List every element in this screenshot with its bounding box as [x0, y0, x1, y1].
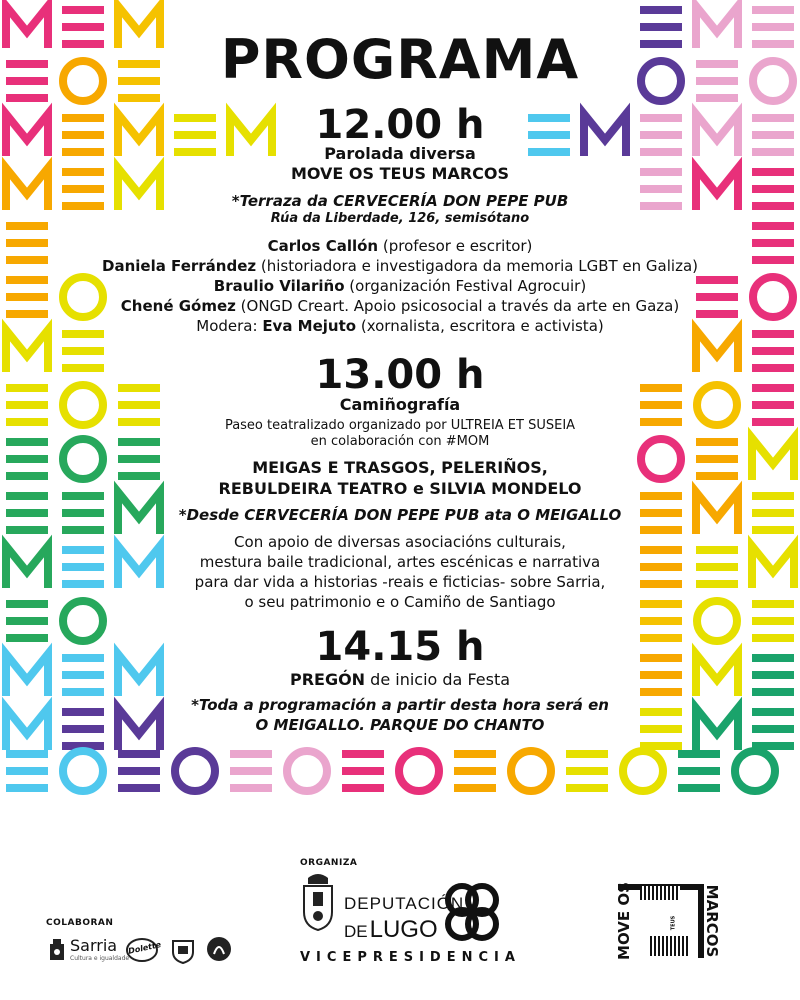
pattern-glyph-192 — [735, 751, 775, 791]
session-2-cast-2: REBULDEIRA TEATRO e SILVIA MONDELO — [218, 479, 582, 498]
pattern-glyph-88 — [753, 61, 793, 101]
pattern-glyph-28 — [6, 256, 48, 264]
pattern-glyph-127 — [696, 455, 738, 463]
mom-stripes-bottom — [650, 936, 688, 956]
pattern-glyph-22 — [62, 168, 104, 176]
pattern-glyph-170 — [118, 767, 160, 775]
pattern-glyph-44 — [6, 438, 48, 446]
pattern-glyph-69 — [62, 671, 104, 679]
pattern-glyph-23 — [62, 185, 104, 193]
pattern-glyph-24 — [62, 202, 104, 210]
sarria-logo — [46, 936, 130, 964]
pattern-glyph-47 — [63, 439, 103, 479]
pattern-glyph-63 — [6, 600, 48, 608]
pattern-glyph-185 — [566, 750, 608, 758]
pattern-glyph-107 — [752, 222, 794, 230]
pattern-glyph-80 — [696, 6, 738, 48]
pattern-glyph-40 — [63, 385, 103, 425]
pattern-glyph-68 — [62, 654, 104, 662]
pattern-glyph-77 — [640, 6, 682, 14]
pattern-glyph-148 — [752, 600, 794, 608]
pattern-glyph-149 — [752, 617, 794, 625]
desc-line: Con apoio de diversas asociacións culturais, — [234, 533, 566, 551]
pattern-glyph-179 — [342, 784, 384, 792]
pattern-glyph-129 — [752, 438, 794, 480]
pattern-glyph-109 — [752, 256, 794, 264]
pattern-glyph-14 — [62, 131, 104, 139]
shield-logo-icon — [170, 938, 196, 964]
pattern-glyph-175 — [230, 784, 272, 792]
pattern-glyph-188 — [623, 751, 663, 791]
collab-label: COLABORAN — [46, 918, 114, 928]
pattern-glyph-177 — [342, 750, 384, 758]
session-1-place: *Terraza da CERVECERÍA DON PEPE PUB — [231, 192, 569, 210]
sarria-name: Sarria — [70, 936, 118, 955]
pattern-glyph-26 — [6, 222, 48, 230]
pattern-glyph-30 — [6, 293, 48, 301]
pattern-glyph-8 — [63, 61, 103, 101]
pattern-glyph-81 — [752, 6, 794, 14]
pattern-glyph-142 — [696, 580, 738, 588]
pattern-glyph-56 — [62, 526, 104, 534]
sarria-sub: Cultura e igualdade — [70, 955, 130, 962]
pattern-glyph-98 — [752, 131, 794, 139]
pattern-glyph-97 — [752, 114, 794, 122]
pattern-glyph-161 — [696, 708, 738, 750]
pattern-glyph-66 — [63, 601, 103, 641]
pattern-glyph-27 — [6, 239, 48, 247]
session-1-address: Rúa da Liberdade, 126, semisótano — [270, 211, 530, 226]
pattern-glyph-46 — [6, 472, 48, 480]
pattern-glyph-174 — [230, 767, 272, 775]
desc-line: para dar vida a historias -reais e ficticias- sobre Sarria, — [194, 573, 606, 591]
pattern-glyph-105 — [752, 185, 794, 193]
session-2-route: *Desde CERVECERÍA DON PEPE PUB ata O MEIGALLO — [178, 506, 622, 524]
session-3-note-1: *Toda a programación a partir desta hora será en — [191, 696, 609, 714]
session-2-description — [150, 532, 650, 612]
pattern-glyph-5 — [6, 60, 48, 68]
pattern-glyph-173 — [230, 750, 272, 758]
pattern-glyph-116 — [752, 347, 794, 355]
mom-stripes-top — [640, 886, 680, 900]
session-1-time: 12.00 h — [315, 102, 485, 148]
pattern-glyph-165 — [6, 750, 48, 758]
pattern-glyph-54 — [62, 492, 104, 500]
dolette-name: Dolette — [127, 940, 162, 956]
pattern-glyph-6 — [6, 77, 48, 85]
pattern-glyph-85 — [696, 60, 738, 68]
pattern-glyph-64 — [6, 617, 48, 625]
mom-logo — [612, 880, 722, 962]
pattern-glyph-156 — [752, 671, 794, 679]
pattern-glyph-184 — [511, 751, 551, 791]
page-title: PROGRAMA — [220, 28, 580, 91]
pattern-glyph-87 — [696, 94, 738, 102]
round-emblem-icon — [206, 936, 232, 962]
pattern-glyph-3 — [62, 40, 104, 48]
session-2-intro-1: Paseo teatralizado organizado por ULTREIA ET SUSEIA — [224, 418, 576, 433]
pattern-glyph-171 — [118, 784, 160, 792]
pattern-glyph-12 — [6, 114, 48, 156]
pattern-glyph-178 — [342, 767, 384, 775]
sarria-crest-icon — [46, 938, 68, 962]
pattern-glyph-162 — [752, 708, 794, 716]
session-2-cast-1: MEIGAS E TRASGOS, PELERIÑOS, — [252, 458, 548, 477]
speaker-list — [60, 236, 740, 336]
pattern-glyph-136 — [752, 526, 794, 534]
pattern-glyph-70 — [62, 688, 104, 696]
pattern-glyph-106 — [752, 202, 794, 210]
mom-text-left: MOVE OS — [615, 882, 633, 960]
pattern-glyph-61 — [62, 580, 104, 588]
pattern-glyph-7 — [6, 94, 48, 102]
pattern-glyph-143 — [752, 546, 794, 588]
pattern-glyph-13 — [62, 114, 104, 122]
pattern-glyph-103 — [696, 168, 738, 210]
pattern-glyph-134 — [752, 492, 794, 500]
speaker-2: Daniela Ferrández (historiadora e investigadora da memoria LGBT en Galiza) — [102, 257, 698, 275]
pattern-glyph-37 — [6, 384, 48, 392]
pattern-glyph-108 — [752, 239, 794, 247]
dep-line-1: DEPUTACIÓN — [344, 894, 465, 913]
pattern-glyph-31 — [6, 310, 48, 318]
pattern-glyph-60 — [62, 563, 104, 571]
pattern-glyph-182 — [454, 767, 496, 775]
session-2-intro-2: en colaboración con #MOM — [310, 434, 490, 449]
vicepresidencia: VICEPRESIDENCIA — [300, 950, 521, 965]
pattern-glyph-124 — [752, 418, 794, 426]
pattern-glyph-2 — [62, 23, 104, 31]
pattern-glyph-39 — [6, 418, 48, 426]
pattern-glyph-53 — [6, 526, 48, 534]
pattern-glyph-58 — [6, 546, 48, 588]
session-3-time: 14.15 h — [315, 624, 485, 670]
pattern-glyph-172 — [175, 751, 215, 791]
pattern-glyph-82 — [752, 23, 794, 31]
pattern-glyph-38 — [6, 401, 48, 409]
pattern-glyph-74 — [62, 725, 104, 733]
pattern-glyph-59 — [62, 546, 104, 554]
pattern-glyph-150 — [752, 634, 794, 642]
lugo-coat-of-arms-icon — [298, 872, 338, 932]
pattern-glyph-189 — [678, 750, 720, 758]
pattern-glyph-114 — [696, 330, 738, 372]
pattern-glyph-51 — [6, 492, 48, 500]
pattern-glyph-167 — [6, 784, 48, 792]
pattern-glyph-83 — [752, 40, 794, 48]
pattern-glyph-147 — [697, 601, 737, 641]
pattern-glyph-65 — [6, 634, 48, 642]
pattern-glyph-11 — [118, 94, 160, 102]
mom-text-right: MARCOS — [703, 884, 721, 958]
dep-line-2: DELUGO — [344, 916, 438, 943]
pattern-glyph-166 — [6, 767, 48, 775]
pattern-glyph-157 — [752, 688, 794, 696]
pattern-glyph-181 — [454, 750, 496, 758]
speaker-4: Chené Gómez (ONGD Creart. Apoio psicosocial a través da arte en Gaza) — [120, 297, 680, 315]
pattern-glyph-96 — [696, 114, 738, 156]
session-2-name: Camiñografía — [339, 395, 461, 414]
pattern-glyph-73 — [62, 708, 104, 716]
pattern-glyph-153 — [640, 688, 682, 696]
organizer-label: ORGANIZA — [300, 858, 358, 868]
pattern-glyph-45 — [6, 455, 48, 463]
session-3-name: PREGÓN de inicio da Festa — [289, 670, 511, 689]
desc-line: o seu patrimonio e o Camiño de Santiago — [244, 593, 556, 611]
session-1-name: Parolada diversa — [324, 144, 476, 163]
pattern-glyph-163 — [752, 725, 794, 733]
pattern-glyph-121 — [697, 385, 737, 425]
pattern-glyph-104 — [752, 168, 794, 176]
pattern-glyph-86 — [696, 77, 738, 85]
desc-line: mestura baile tradicional, artes escénicas e narrativa — [199, 553, 601, 571]
pattern-glyph-191 — [678, 784, 720, 792]
pattern-glyph-0 — [6, 6, 48, 48]
session-3-note-2: O MEIGALLO. PARQUE DO CHANTO — [255, 716, 545, 734]
pattern-glyph-126 — [696, 438, 738, 446]
session-1-subtitle: MOVE OS TEUS MARCOS — [290, 164, 510, 183]
pattern-glyph-133 — [696, 492, 738, 534]
pattern-glyph-123 — [752, 401, 794, 409]
pattern-glyph-183 — [454, 784, 496, 792]
pattern-glyph-180 — [399, 751, 439, 791]
pattern-glyph-117 — [752, 364, 794, 372]
pattern-glyph-140 — [696, 546, 738, 554]
pattern-glyph-1 — [62, 6, 104, 14]
pattern-glyph-187 — [566, 784, 608, 792]
pattern-glyph-72 — [6, 708, 48, 750]
pattern-glyph-168 — [63, 751, 103, 791]
pattern-glyph-99 — [752, 148, 794, 156]
pattern-glyph-36 — [62, 364, 104, 372]
pattern-glyph-141 — [696, 563, 738, 571]
pattern-glyph-190 — [678, 767, 720, 775]
pattern-glyph-128 — [696, 472, 738, 480]
pattern-glyph-35 — [62, 347, 104, 355]
session-2-time: 13.00 h — [315, 352, 485, 398]
speaker-1: Carlos Callón (profesor e escritor) — [267, 237, 533, 255]
mom-text-teus: TEUS — [670, 915, 677, 931]
lugo-knot-icon — [440, 880, 504, 944]
pattern-glyph-52 — [6, 509, 48, 517]
pattern-glyph-154 — [696, 654, 738, 696]
pattern-glyph-21 — [6, 168, 48, 210]
pattern-glyph-29 — [6, 276, 48, 284]
pattern-glyph-113 — [753, 277, 793, 317]
pattern-glyph-135 — [752, 509, 794, 517]
pattern-glyph-15 — [62, 148, 104, 156]
pattern-glyph-155 — [752, 654, 794, 662]
pattern-glyph-115 — [752, 330, 794, 338]
dolette-logo — [126, 938, 162, 962]
pattern-glyph-169 — [118, 750, 160, 758]
pattern-glyph-176 — [287, 751, 327, 791]
pattern-glyph-186 — [566, 767, 608, 775]
moderator: Modera: Eva Mejuto (xornalista, escritora e activista) — [196, 317, 604, 335]
pattern-glyph-55 — [62, 509, 104, 517]
pattern-glyph-67 — [6, 654, 48, 696]
speaker-3: Braulio Vilariño (organización Festival Agrocuir) — [213, 277, 587, 295]
pattern-glyph-33 — [6, 330, 48, 372]
pattern-glyph-122 — [752, 384, 794, 392]
